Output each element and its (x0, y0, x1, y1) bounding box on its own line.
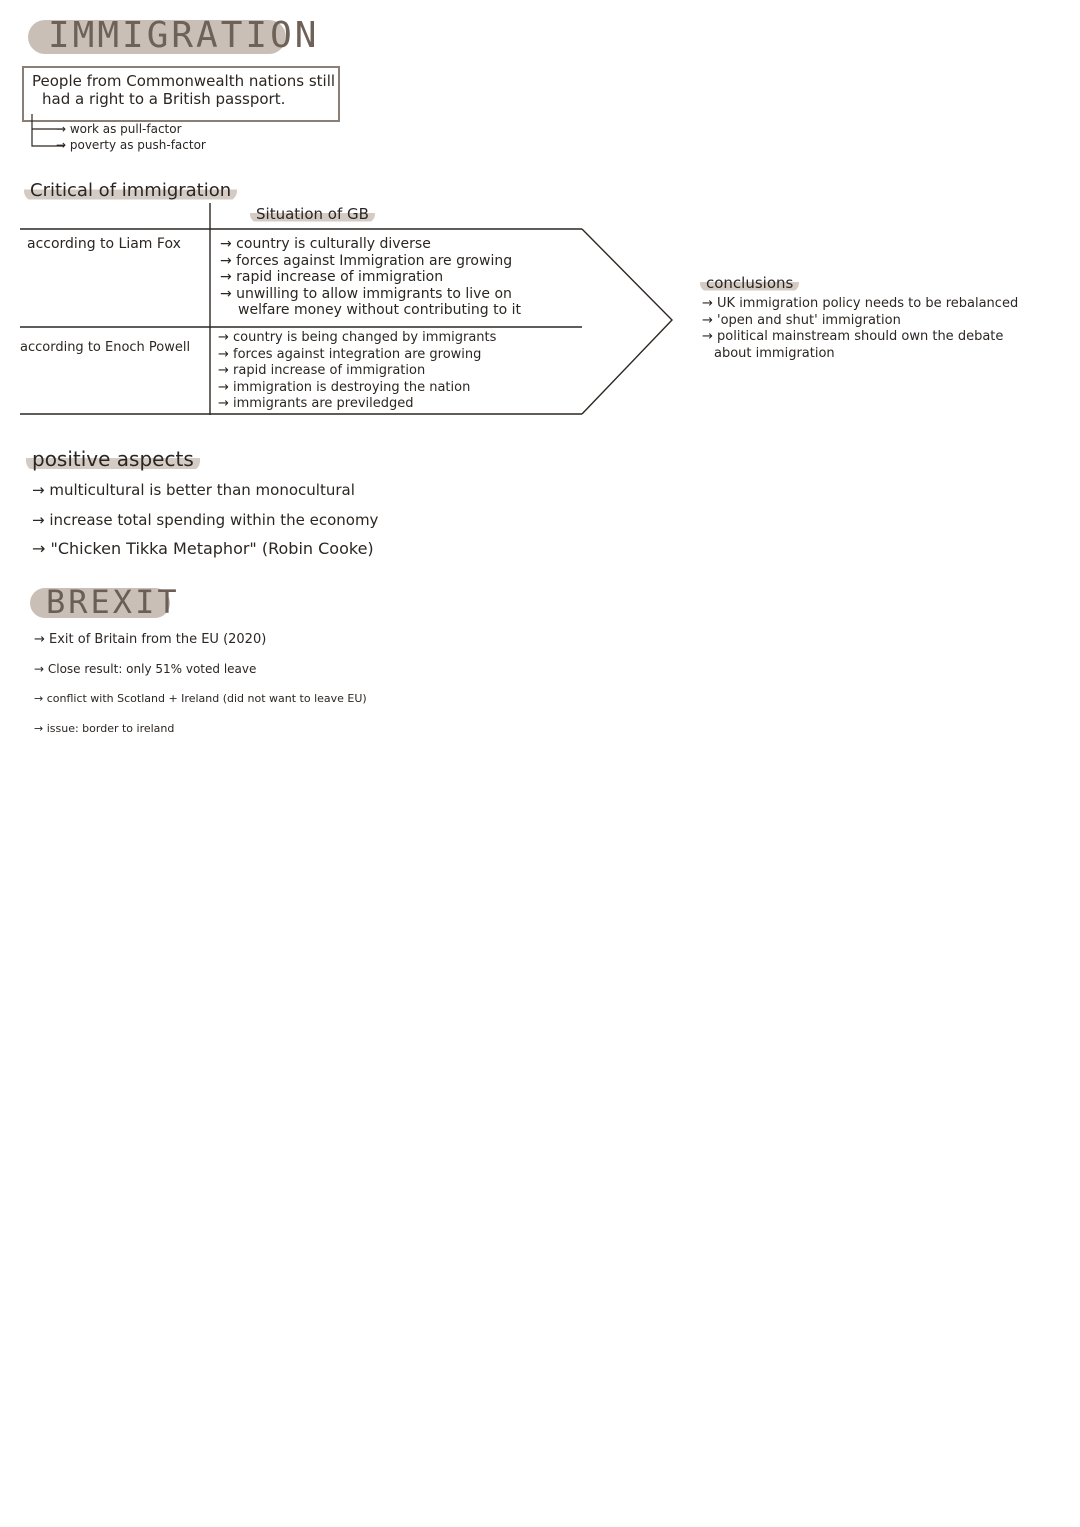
passport-note-line-1: People from Commonwealth nations still (32, 72, 336, 90)
row-label-liam-fox: according to Liam Fox (27, 236, 181, 252)
liam-fox-points (220, 236, 521, 319)
brexit-point-2: → Close result: only 51% voted leave (34, 662, 257, 676)
list-item: → immigration is destroying the nation (218, 379, 471, 395)
list-item: → 'open and shut' immigration (702, 312, 901, 328)
brexit-point-1: → Exit of Britain from the EU (2020) (34, 632, 267, 647)
list-item: → UK immigration policy needs to be rebalanced (702, 296, 1019, 311)
conclusions-heading (700, 274, 799, 292)
list-item: about immigration (714, 345, 835, 361)
row-label-enoch-powell: according to Enoch Powell (20, 340, 191, 355)
list-item: → country is being changed by immigrants (218, 330, 497, 345)
positive-heading (26, 447, 200, 471)
critical-heading-text: Critical of immigration (24, 180, 237, 201)
list-item: welfare money without contributing to it (238, 302, 521, 318)
passport-note-line-2: had a right to a British passport. (42, 90, 286, 108)
conclusions-heading-text: conclusions (700, 274, 799, 292)
enoch-powell-points (218, 330, 496, 413)
conclusions-points (702, 296, 1018, 362)
list-item: → forces against integration are growing (218, 346, 482, 362)
positive-heading-text: positive aspects (26, 447, 200, 471)
immigration-title: IMMIGRATION (48, 15, 320, 56)
positive-point-2: → increase total spending within the economy (32, 511, 379, 529)
brexit-point-3: → conflict with Scotland + Ireland (did not want to leave EU) (34, 692, 367, 705)
factor-pull: → work as pull-factor (56, 122, 182, 136)
list-item: → forces against Immigration are growing (220, 252, 513, 269)
list-item: → unwilling to allow immigrants to live on (220, 285, 512, 302)
list-item: → immigrants are previledged (218, 396, 414, 411)
list-item: → rapid increase of immigration (218, 363, 426, 378)
brexit-point-4: → issue: border to ireland (34, 722, 175, 735)
brexit-title: BREXIT (46, 583, 180, 621)
positive-point-1: → multicultural is better than monocultural (32, 481, 355, 499)
factor-push: → poverty as push-factor (56, 138, 206, 152)
positive-point-3: → "Chicken Tikka Metaphor" (Robin Cooke) (32, 539, 374, 558)
list-item: → rapid increase of immigration (220, 269, 444, 285)
table-header-text: Situation of GB (250, 205, 375, 223)
list-item: → country is culturally diverse (220, 236, 431, 252)
list-item: → political mainstream should own the debate (702, 329, 1004, 344)
